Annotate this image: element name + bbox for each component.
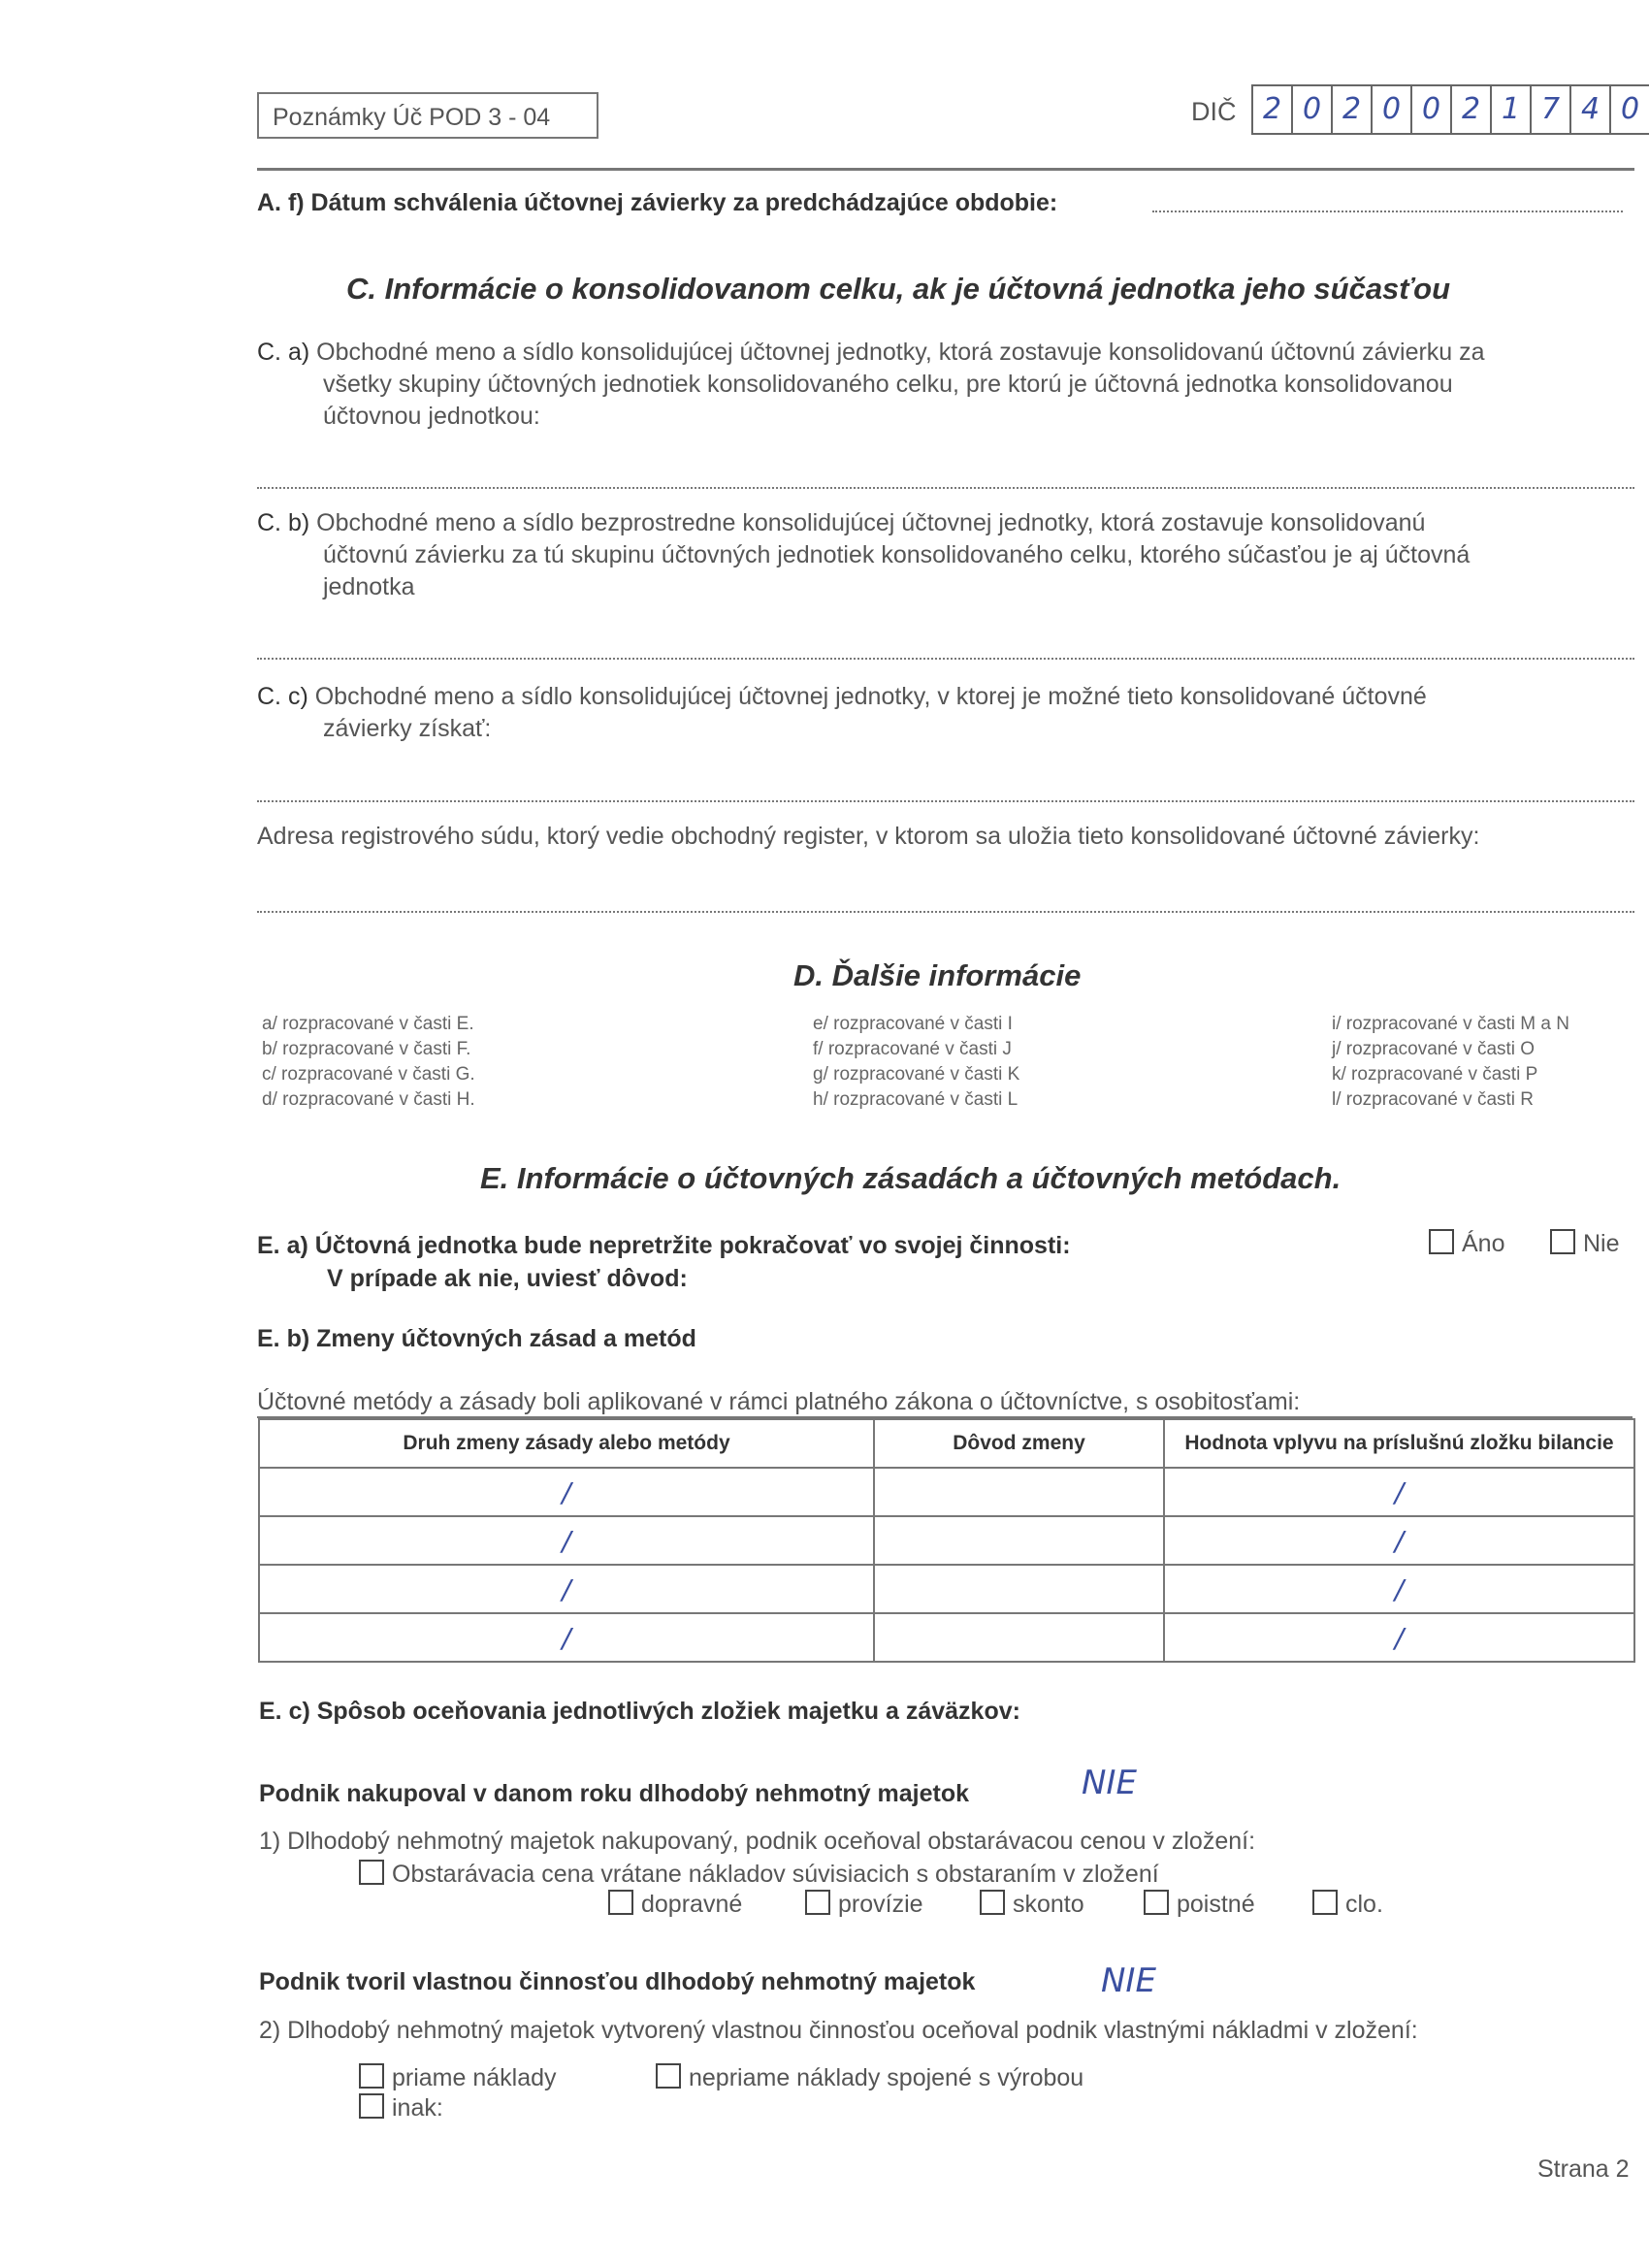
c-b-dotted-field[interactable] [257,658,1634,660]
provizie-checkbox[interactable] [805,1890,923,1919]
list-item: e/ rozpracované v časti I [813,1014,1013,1034]
list-item: g/ rozpracované v časti K [813,1064,1020,1085]
dic-digit: 0 [1609,86,1649,133]
table-cell[interactable] [874,1565,1164,1613]
checkbox-icon [608,1890,633,1915]
table-cell[interactable]: / [259,1516,874,1565]
table-header: Dôvod zmeny [874,1419,1164,1468]
text-line: účtovnú závierku za tú skupinu účtovných jednotiek konsolidovaného celku, ktorého súčasťou je aj účtovná [323,541,1471,568]
table-header: Druh zmeny zásady alebo metódy [259,1419,874,1468]
page-number: Strana 2 [1537,2155,1630,2183]
text-line: účtovnou jednotkou: [323,403,540,430]
c-b-prefix: C. b) [257,509,310,536]
list-item: k/ rozpracované v časti P [1332,1064,1538,1085]
checkbox-icon [359,2093,384,2119]
c-a-dotted-field[interactable] [257,487,1634,489]
checkbox-icon [1144,1890,1169,1915]
q1-label: Podnik nakupoval v danom roku dlhodobý nehmotný majetok [259,1780,970,1807]
list-item: b/ rozpracované v časti F. [262,1039,471,1059]
checkbox-label: Nie [1583,1230,1620,1257]
list-item: c/ rozpracované v časti G. [262,1064,475,1085]
e-c-label: E. c) Spôsob oceňovania jednotlivých zložiek majetku a záväzkov: [259,1698,1020,1725]
table-row [259,1468,1634,1516]
a-f-label: A. f) Dátum schválenia účtovnej závierky za predchádzajúce obdobie: [257,189,1058,216]
changes-table [258,1418,1635,1663]
section-d-title: D. Ďalšie informácie [793,958,1082,992]
text-line: jednotka [323,573,415,600]
q1-handwritten-answer: NIE [1082,1764,1137,1802]
checkbox-icon [980,1890,1005,1915]
table-cell[interactable] [874,1516,1164,1565]
list-item: l/ rozpracované v časti R [1332,1089,1535,1110]
methods-note: Účtovné metódy a zásady boli aplikované v rámci platného zákona o účtovníctve, s osobitosťami: [257,1388,1633,1418]
text-line: závierky získať: [323,715,492,742]
list-item: i/ rozpracované v časti M a N [1332,1014,1569,1034]
table-cell[interactable]: / [259,1613,874,1662]
table-cell[interactable]: / [1164,1468,1634,1516]
section-d-col-3 [1332,1012,1569,1113]
list-item: a/ rozpracované v časti E. [262,1014,474,1034]
list-item: j/ rozpracované v časti O [1332,1039,1536,1059]
dic-digit: 2 [1450,86,1490,133]
dic-label: DIČ [1191,97,1237,126]
checkbox-icon [359,2063,384,2089]
text-line: Obchodné meno a sídlo konsolidujúcej účtovnej jednotky, ktorá zostavuje konsolidovanú účtovnú závierku za [316,339,1485,366]
text-line: všetky skupiny účtovných jednotiek konsolidovaného celku, pre ktorú je účtovná jednotka konsolidovanou [323,371,1453,398]
text-line: E. a) Účtovná jednotka bude nepretržite pokračovať vo svojej činnosti: [257,1232,1071,1259]
table-cell[interactable]: / [1164,1565,1634,1613]
checkbox-icon [1429,1229,1454,1254]
section-d-col-1 [262,1012,475,1113]
checkbox-label: skonto [1013,1891,1084,1918]
checkbox-icon [805,1890,830,1915]
dic-digit: 0 [1371,86,1410,133]
q1-text: 1) Dlhodobý nehmotný majetok nakupovaný, podnik oceňoval obstarávacou cenou v zložení: [259,1828,1256,1855]
q2-label: Podnik tvoril vlastnou činnosťou dlhodobý nehmotný majetok [259,1968,976,1995]
checkbox-label: clo. [1345,1891,1383,1918]
e-b-label: E. b) Zmeny účtovných zásad a metód [257,1325,696,1352]
e-a-label [257,1229,1071,1295]
checkbox-label: priame náklady [392,2064,557,2091]
ano-checkbox[interactable] [1429,1229,1504,1258]
table-cell[interactable] [874,1613,1164,1662]
checkbox-icon [359,1860,384,1885]
table-row [259,1565,1634,1613]
dic-digit: 0 [1410,86,1450,133]
table-cell[interactable]: / [1164,1613,1634,1662]
inak-checkbox[interactable] [359,2093,443,2122]
c-b-text [257,507,1470,603]
c-c-text [257,681,1427,745]
text-line: Obchodné meno a sídlo konsolidujúcej účtovnej jednotky, v ktorej je možné tieto konsolidované účtovné [314,683,1427,710]
dic-digit: 0 [1291,86,1331,133]
section-c-title: C. Informácie o konsolidovanom celku, ak je účtovná jednotka jeho súčasťou [346,272,1451,306]
table-row [259,1516,1634,1565]
checkbox-icon [1550,1229,1575,1254]
clo-checkbox[interactable] [1312,1890,1383,1919]
dic-digit: 4 [1569,86,1609,133]
checkbox-label: poistné [1177,1891,1255,1918]
a-f-dotted-field[interactable] [1152,211,1623,212]
list-item: h/ rozpracované v časti L [813,1089,1018,1110]
section-e-title: E. Informácie o účtovných zásadách a účtovných metódach. [480,1161,1342,1195]
dic-digit: 2 [1251,86,1291,133]
dic-boxes [1251,84,1649,135]
table-cell[interactable] [874,1468,1164,1516]
dic-digit: 2 [1331,86,1371,133]
checkbox-label: Áno [1462,1230,1505,1257]
checkbox-label: provízie [838,1891,923,1918]
checkbox-label: Obstarávacia cena vrátane nákladov súvisiacich s obstaraním v zložení [392,1861,1159,1888]
priame-checkbox[interactable] [359,2063,557,2092]
section-d-col-2 [813,1012,1019,1113]
nepriame-checkbox[interactable] [656,2063,1083,2092]
c-c-prefix: C. c) [257,683,308,710]
list-item: d/ rozpracované v časti H. [262,1089,475,1110]
text-line: V prípade ak nie, uviesť dôvod: [327,1265,688,1292]
q2-text: 2) Dlhodobý nehmotný majetok vytvorený vlastnou činnosťou oceňoval podnik vlastnými nákladmi v zložení: [259,2017,1418,2044]
table-header: Hodnota vplyvu na príslušnú zložku bilancie [1164,1419,1634,1468]
header-rule [257,168,1634,171]
poistne-checkbox[interactable] [1144,1890,1255,1919]
q1-main-checkbox[interactable] [359,1860,1159,1889]
table-row [259,1613,1634,1662]
checkbox-label: dopravné [641,1891,743,1918]
table-cell[interactable]: / [1164,1516,1634,1565]
dopravne-checkbox[interactable] [608,1890,742,1919]
table-cell[interactable]: / [259,1468,874,1516]
q2-handwritten-answer: NIE [1101,1961,1156,2000]
skonto-checkbox[interactable] [980,1890,1084,1919]
checkbox-icon [1312,1890,1338,1915]
checkbox-label: nepriame náklady spojené s výrobou [689,2064,1084,2091]
registry-address-dotted-field[interactable] [257,911,1634,913]
c-c-dotted-field[interactable] [257,800,1634,802]
checkbox-icon [656,2063,681,2089]
form-code-box: Poznámky Úč POD 3 - 04 [257,92,598,139]
nie-checkbox[interactable] [1550,1229,1620,1258]
dic-digit: 7 [1530,86,1569,133]
list-item: f/ rozpracované v časti J [813,1039,1012,1059]
c-a-text [257,337,1485,433]
text-line: Obchodné meno a sídlo bezprostredne konsolidujúcej účtovnej jednotky, ktorá zostavuje konsolidovanú [316,509,1426,536]
registry-address-label: Adresa registrového súdu, ktorý vedie obchodný register, v ktorom sa uložia tieto konsolidované účtovné závierky: [257,823,1480,850]
checkbox-label: inak: [392,2094,443,2122]
table-cell[interactable]: / [259,1565,874,1613]
dic-digit: 1 [1490,86,1530,133]
c-a-prefix: C. a) [257,339,310,366]
